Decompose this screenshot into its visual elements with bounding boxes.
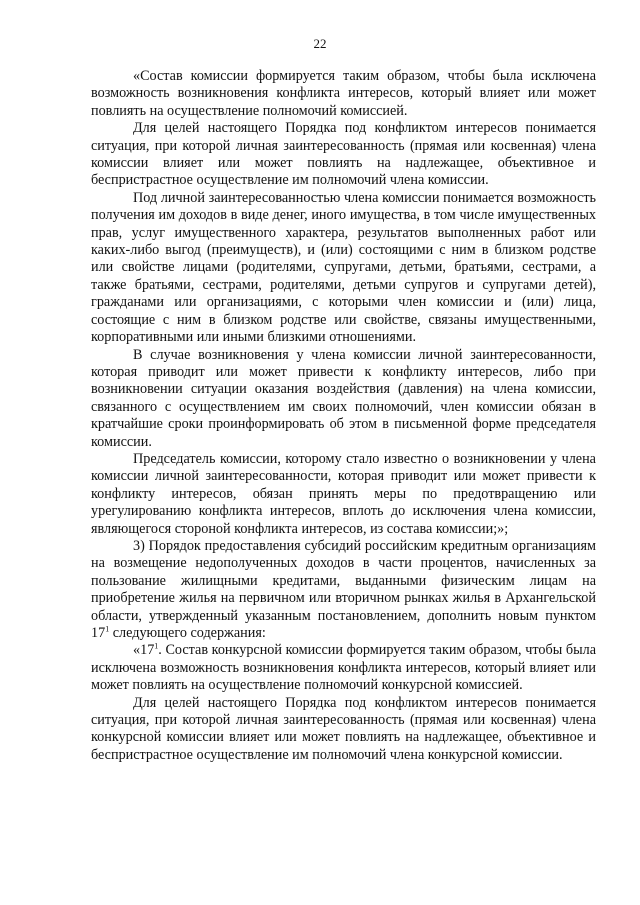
- paragraph-contest-conflict-definition: Для целей настоящего Порядка под конфликтом интересов понимается ситуация, при которой личная заинтересованность (прямая или косвенная) члена конкурсной комиссии влияет или может повлиять на надлежащее, объективное и беспристрастное осуществление им полномочий члена конкурсной комиссии.: [91, 694, 596, 763]
- point17-text: . Состав конкурсной комиссии формируется таким образом, чтобы была исключена возможность возникновения конфликта интересов, который влияет или может повлиять на осуществление полномочий конкурсной комиссией.: [91, 642, 596, 694]
- page-number: 22: [313, 36, 327, 51]
- item3-text: 3) Порядок предоставления субсидий российским кредитным организациям на возмещение недополученных доходов в части процентов, начисленных за пользование жилищными кредитами, выданными физическим лицам на приобретение жилья на первичном или вторичном рынках жилья в Архангельской области, утвержденный указанным постановлением, дополнить новым пунктом 17: [91, 537, 596, 641]
- item3-superscript: 1: [105, 624, 110, 634]
- paragraph-chairman-measures: Председатель комиссии, которому стало известно о возникновении у члена комиссии личной заинтересованности, которая приводит или может привести к конфликту интересов, обязан принять меры по предотвращению или урегулированию конфликта интересов, вплоть до исключения члена комиссии, являющегося стороной конфликта интересов, из состава комиссии;»;: [91, 450, 596, 537]
- paragraph-member-duty: В случае возникновения у члена комиссии личной заинтересованности, которая приводит или может привести к конфликту интересов, либо при возникновении ситуации оказания воздействия (давления) на члена комиссии, связанного с осуществлением им своих полномочий, член комиссии обязан в кратчайшие сроки проинформировать об этом в письменной форме председателя комиссии.: [91, 346, 596, 450]
- paragraph-conflict-definition: Для целей настоящего Порядка под конфликтом интересов понимается ситуация, при которой личная заинтересованность (прямая или косвенная) члена комиссии влияет или может повлиять на надлежащее, объективное и беспристрастное осуществление им полномочий члена комиссии.: [91, 120, 596, 189]
- paragraph-item-3: [91, 538, 596, 642]
- document-body: [91, 68, 596, 764]
- paragraph-commission-composition: «Состав комиссии формируется таким образом, чтобы была исключена возможность возникновения конфликта интересов, который влияет или может повлиять на осуществление полномочий комиссией.: [91, 68, 596, 119]
- item3-text-end: следующего содержания:: [109, 625, 266, 641]
- point17-number: «17: [133, 642, 155, 659]
- point17-superscript: 1: [154, 641, 159, 651]
- paragraph-personal-interest: Под личной заинтересованностью члена комиссии понимается возможность получения им доходов в виде денег, иного имущества, в том числе имущественных прав, услуг имущественного характера, результатов выполненных работ или каких-либо выгод (преимуществ), и (или) состоящими с ним в близком родстве или свойстве лицами (родителями, супругами, детьми, братьями, сестрами, а также братьями, сестрами, родителями, детьми супругов и супругами детей), гражданами или организациями, с которыми член комиссии и (или) лица, состоящие с ним в близком родстве или свойстве, связаны имущественными, корпоративными или иными близкими отношениями.: [91, 189, 596, 346]
- paragraph-point-17-1: [91, 642, 596, 694]
